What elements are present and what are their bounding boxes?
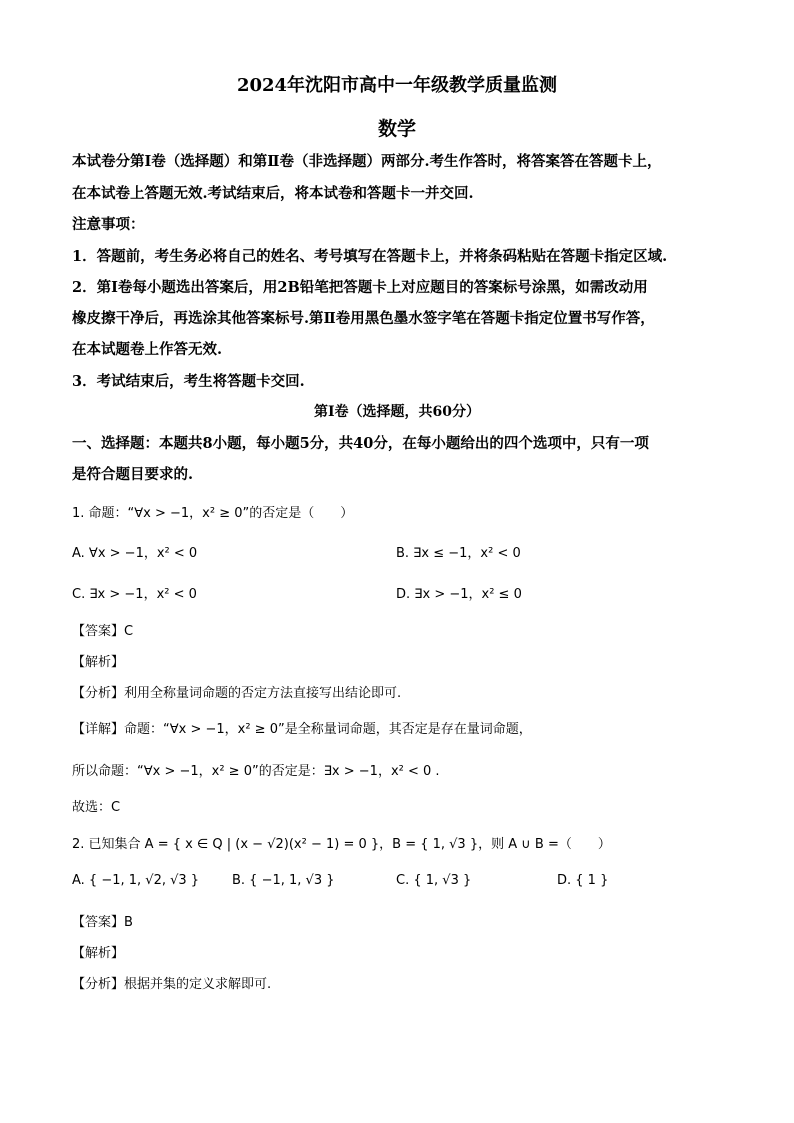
question-2-option-d: D. { 1 } <box>557 873 609 888</box>
intro-line-2: 在本试卷上答题无效.考试结束后，将本试卷和答题卡一并交回. <box>72 185 474 202</box>
notice-item-3: 3．考试结束后，考生将答题卡交回. <box>72 373 305 390</box>
section-heading: 第Ⅰ卷（选择题，共60分） <box>313 404 481 420</box>
question-2-option-b: B. { −1, 1, √3 } <box>232 873 335 888</box>
question-1-xiangjie: 【详解】命题：“∀x > −1，x² ≥ 0”是全称量词命题，其否定是存在量词命题， <box>72 722 532 737</box>
notice-item-2-line-1: 2．第Ⅰ卷每小题选出答案后，用2B铅笔把答题卡上对应题目的答案标号涂黑，如需改动用 <box>72 279 648 296</box>
question-1-option-b: B. ∃x ≤ −1，x² < 0 <box>396 546 521 561</box>
subject-title: 数学 <box>377 118 416 140</box>
question-2-option-a: A. { −1, 1, √2, √3 } <box>72 873 200 888</box>
question-1-option-a: A. ∀x > −1，x² < 0 <box>72 546 198 561</box>
section-instructions-line-1: 一、选择题：本题共8小题，每小题5分，共40分，在每小题给出的四个选项中，只有一项 <box>72 435 649 452</box>
question-1-analysis-tag: 【解析】 <box>72 655 125 670</box>
question-2-answer: 【答案】B <box>72 915 133 930</box>
question-2-fenxi: 【分析】根据并集的定义求解即可. <box>72 977 272 992</box>
notice-item-2-line-3: 在本试题卷上作答无效. <box>72 341 223 358</box>
question-1-answer: 【答案】C <box>72 624 134 639</box>
question-1-option-d: D. ∃x > −1，x² ≤ 0 <box>396 587 522 602</box>
question-2-stem: 2. 已知集合 A = { x ∈ Q | (x − √2)(x² − 1) = 0 }，B = { 1, √3 }，则 A ∪ B =（ ） <box>72 837 611 852</box>
question-1-fenxi: 【分析】利用全称量词命题的否定方法直接写出结论即可. <box>72 686 402 701</box>
question-2-option-c: C. { 1, √3 } <box>396 873 472 888</box>
question-1-choose: 故选：C <box>72 800 121 815</box>
notice-item-1: 1．答题前，考生务必将自己的姓名、考号填写在答题卡上，并将条码粘贴在答题卡指定区域. <box>72 248 668 265</box>
notice-title: 注意事项： <box>72 216 145 233</box>
notice-item-2-line-2: 橡皮擦干净后，再选涂其他答案标号.第Ⅱ卷用黑色墨水签字笔在答题卡指定位置书写作答， <box>72 310 655 327</box>
exam-title: 2024年沈阳市高中一年级教学质量监测 <box>236 75 558 96</box>
section-instructions-line-2: 是符合题目要求的. <box>72 466 194 483</box>
intro-line-1: 本试卷分第Ⅰ卷（选择题）和第Ⅱ卷（非选择题）两部分.考生作答时，将答案答在答题卡上， <box>72 153 662 170</box>
question-1-conclusion: 所以命题：“∀x > −1，x² ≥ 0”的否定是：∃x > −1，x² < 0 . <box>72 764 440 779</box>
question-1-stem: 1. 命题：“∀x > −1，x² ≥ 0”的否定是（ ） <box>72 506 354 521</box>
question-1-option-c: C. ∃x > −1，x² < 0 <box>72 587 197 602</box>
question-2-analysis-tag: 【解析】 <box>72 946 125 961</box>
